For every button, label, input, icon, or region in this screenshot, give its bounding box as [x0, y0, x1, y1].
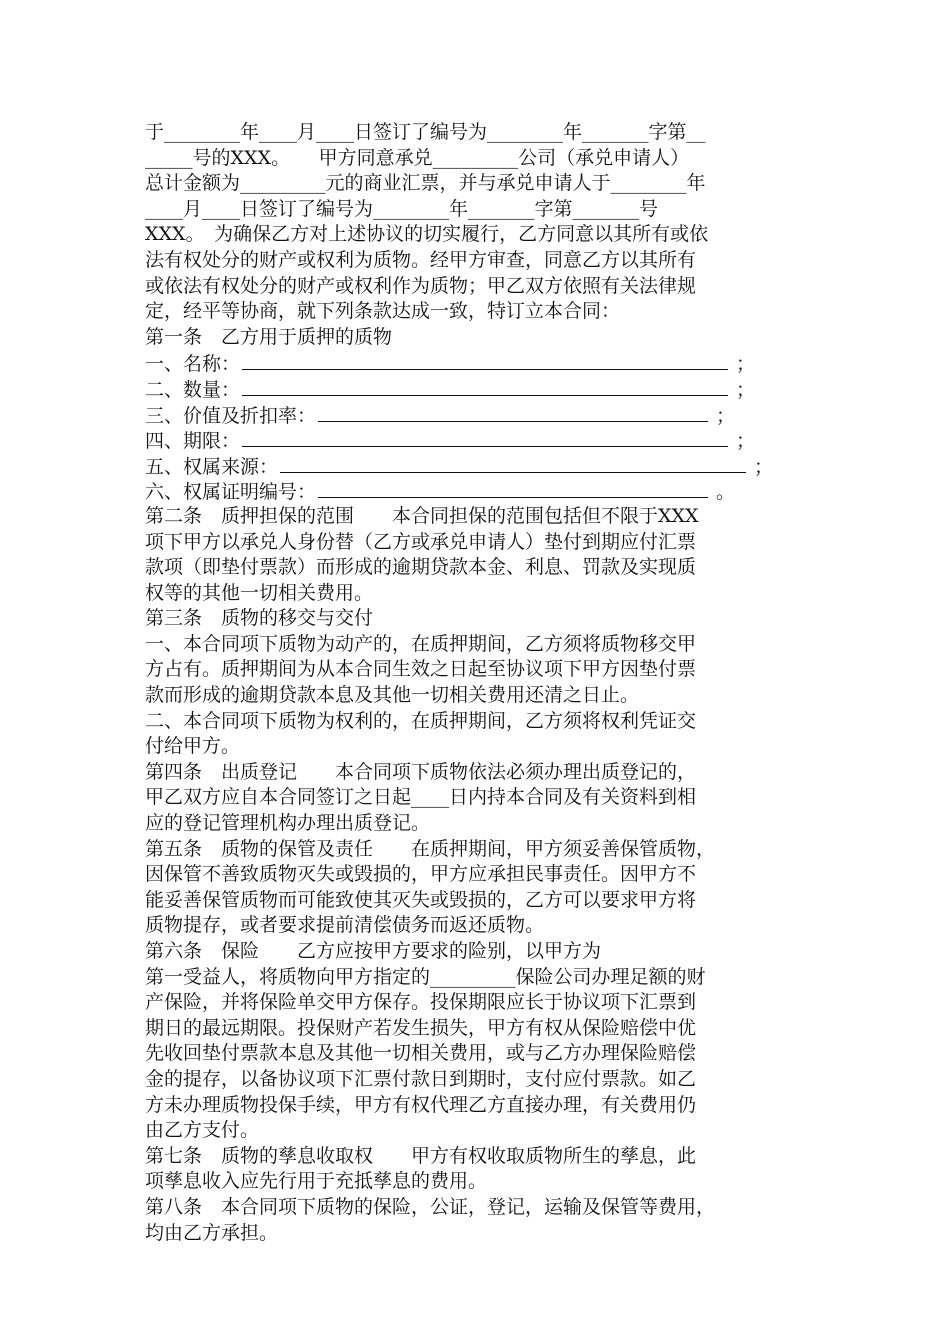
text-line: 方占有。质押期间为从本合同生效之日起至协议项下甲方因垫付票: [145, 658, 697, 681]
text-line: 权等的其他一切相关费用。: [145, 581, 374, 604]
article-heading: 第七条 质物的孳息收取权 甲方有权收取质物所生的孳息，此: [145, 1144, 697, 1167]
field-label: 三、价值及折扣率：: [145, 404, 317, 427]
text-line: 应的登记管理机构办理出质登记。: [145, 812, 431, 835]
blank-line: [242, 350, 728, 370]
text-line: 于________年____月____日签订了编号为________年_______字第__: [145, 121, 706, 143]
field-end: ；: [736, 353, 756, 376]
blank-line: [318, 478, 708, 498]
pledge-term-field: [145, 427, 807, 453]
article-heading: 第一条 乙方用于质押的质物: [145, 325, 393, 348]
contract-page: [145, 120, 807, 1246]
text-line: 二、本合同项下质物为权利的，在质押期间，乙方须将权利凭证交: [145, 709, 697, 732]
field-label: 六、权属证明编号：: [145, 481, 317, 504]
text-line: 总计金额为_________元的商业汇票，并与承兑申请人于________年: [145, 172, 706, 195]
text-line: 方未办理质物投保手续，甲方有权代理乙方直接办理，有关费用仍: [145, 1093, 697, 1116]
pledge-name-field: [145, 350, 807, 376]
text-line: 一、本合同项下质物为动产的，在质押期间，乙方须将质物移交甲: [145, 632, 697, 655]
field-end: 。: [716, 481, 736, 504]
text-line: 法有权处分的财产或权利为质物。经甲方审查，同意乙方以其所有: [145, 248, 697, 271]
text-line: _____号的XXX。 甲方同意承兑_________公司（承兑申请人）: [145, 146, 690, 169]
text-line: XXX。 为确保乙方对上述协议的切实履行，乙方同意以其所有或依: [145, 223, 709, 246]
text-line: 款项（即垫付票款）而形成的逾期贷款本金、利息、罚款及实现质: [145, 556, 697, 579]
field-end: ；: [736, 430, 756, 453]
field-label: 二、数量：: [145, 378, 241, 401]
pledge-quantity-field: [145, 376, 807, 402]
blank-line: [242, 427, 728, 447]
article-heading: 第三条 质物的移交与交付: [145, 607, 374, 630]
text-line: 项孳息收入应先行用于充抵孳息的费用。: [145, 1170, 488, 1193]
text-line: 能妥善保管质物而可能致使其灭失或毁损的，乙方可以要求甲方将: [145, 888, 697, 911]
blank-line: [318, 402, 708, 422]
text-line: 均由乙方承担。: [145, 1221, 279, 1244]
pledge-source-field: [145, 453, 807, 479]
text-line: 由乙方支付。: [145, 1119, 260, 1142]
text-line: 先收回垫付票款本息及其他一切相关费用，或与乙方办理保险赔偿: [145, 1042, 697, 1065]
text-line: 定，经平等协商，就下列条款达成一致，特订立本合同：: [145, 300, 621, 323]
text-line: 款而形成的逾期贷款本息及其他一切相关费用还清之日止。: [145, 684, 640, 707]
text-line: 甲乙双方应自本合同签订之日起____日内持本合同及有关资料到相: [145, 786, 697, 809]
article-heading: 第五条 质物的保管及责任 在质押期间，甲方须妥善保管质物，: [145, 837, 716, 860]
text-line: 项下甲方以承兑人身份替（乙方或承兑申请人）垫付到期应付汇票: [145, 530, 697, 553]
field-label: 四、期限：: [145, 430, 241, 453]
field-end: ；: [716, 404, 736, 427]
field-end: ；: [754, 455, 774, 478]
text-line: 期日的最远期限。投保财产若发生损失，甲方有权从保险赔偿中优: [145, 1016, 697, 1039]
text-line: ____月____日签订了编号为________年_______字第_______号: [145, 197, 659, 220]
text-line: 因保管不善致质物灭失或毁损的，甲方应承担民事责任。因甲方不: [145, 863, 697, 886]
text-line: 金的提存，以备协议项下汇票付款日到期时，支付应付票款。如乙: [145, 1067, 697, 1090]
field-label: 五、权属来源：: [145, 455, 279, 478]
blank-line: [242, 376, 728, 396]
blank-line: [280, 453, 746, 473]
pledge-value-field: [145, 402, 807, 428]
text-line: 或依法有权处分的财产或权利作为质物；甲乙双方依照有关法律规: [145, 274, 697, 297]
text-line: 产保险，并将保险单交甲方保存。投保期限应长于协议项下汇票到: [145, 991, 697, 1014]
field-label: 一、名称：: [145, 353, 241, 376]
field-end: ；: [736, 378, 756, 401]
article-heading: 第四条 出质登记 本合同项下质物依法必须办理出质登记的，: [145, 760, 697, 783]
text-line: 质物提存，或者要求提前清偿债务而返还质物。: [145, 914, 545, 937]
article-heading: 第六条 保险 乙方应按甲方要求的险别，以甲方为: [145, 940, 602, 962]
text-line: 第一受益人，将质物向甲方指定的_________保险公司办理足额的财: [145, 965, 706, 988]
text-line: 付给甲方。: [145, 735, 241, 758]
article-heading: 第二条 质押担保的范围 本合同担保的范围包括但不限于XXX: [145, 504, 699, 527]
pledge-certificate-field: [145, 478, 807, 504]
article-heading: 第八条 本合同项下质物的保险，公证，登记，运输及保管等费用，: [145, 1195, 716, 1218]
